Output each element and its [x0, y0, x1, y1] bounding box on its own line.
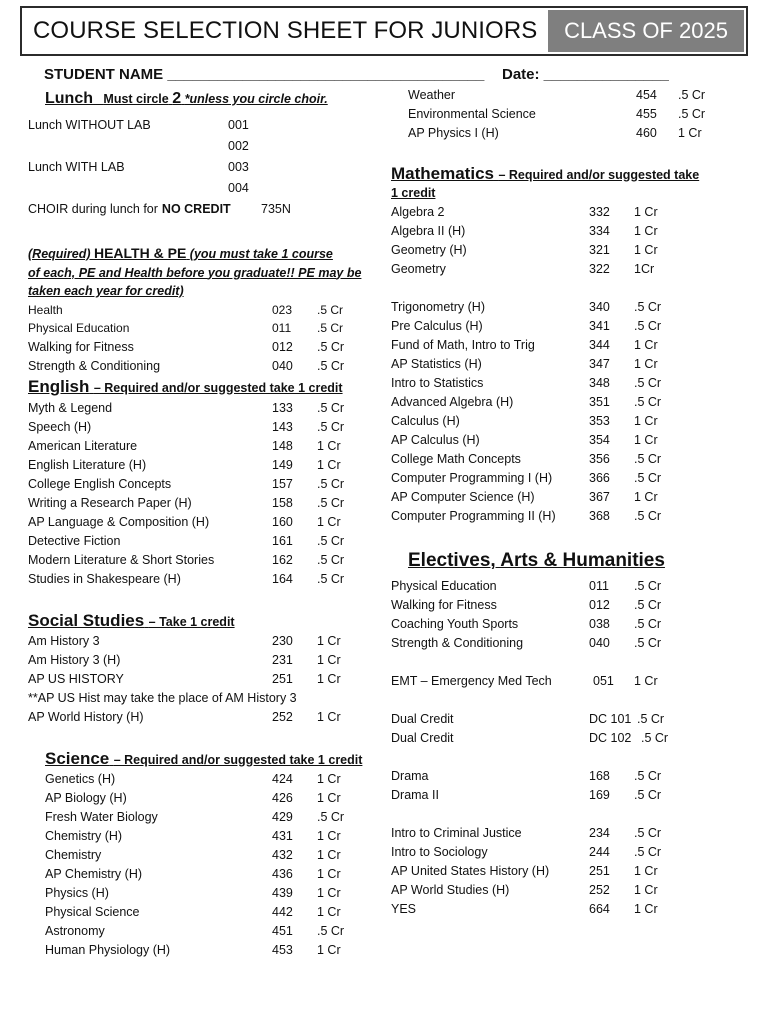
spacer	[391, 748, 736, 767]
course-code: 230	[272, 634, 293, 648]
lunch-option[interactable]	[28, 136, 388, 157]
course-code: 340	[589, 300, 610, 314]
course-credit: 1 Cr	[634, 490, 658, 504]
course-code: 356	[589, 452, 610, 466]
course-credit: .5 Cr	[634, 300, 662, 314]
course-name: Trigonometry (H)	[391, 300, 485, 314]
choir-label: CHOIR during lunch for	[28, 202, 158, 216]
course-credit: 1 Cr	[634, 205, 658, 219]
course-row[interactable]	[408, 124, 753, 143]
course-row[interactable]	[391, 488, 736, 507]
course-row[interactable]	[28, 670, 388, 689]
course-name: Drama II	[391, 788, 439, 802]
course-credit: .5 Cr	[637, 712, 665, 726]
course-credit: .5 Cr	[317, 302, 344, 317]
course-row[interactable]	[28, 475, 388, 494]
course-code: 040	[589, 636, 610, 650]
health-course-list	[28, 301, 373, 376]
course-name: Chemistry	[45, 848, 102, 862]
course-code: 460	[636, 126, 657, 140]
course-row[interactable]	[391, 507, 736, 526]
course-credit: 1 Cr	[317, 905, 341, 919]
course-name: Physics (H)	[45, 886, 109, 900]
course-name: Pre Calculus (H)	[391, 319, 483, 333]
course-row[interactable]	[391, 577, 736, 596]
social-studies-heading: Social Studies – Take 1 credit	[28, 611, 235, 630]
course-row[interactable]	[391, 596, 736, 615]
course-name: Detective Fiction	[28, 534, 121, 548]
course-code: 348	[589, 376, 610, 390]
course-code: 451	[272, 924, 293, 938]
course-credit: .5 Cr	[634, 579, 662, 593]
health-pe-heading: (Required) HEALTH & PE (you must take 1 course	[28, 245, 333, 261]
course-credit: .5 Cr	[634, 509, 662, 523]
course-code: 157	[272, 477, 293, 491]
course-row[interactable]	[391, 672, 736, 691]
course-name: Environmental Science	[408, 107, 536, 121]
course-row[interactable]	[28, 418, 388, 437]
student-name-field[interactable]: STUDENT NAME ______________________________________	[44, 66, 485, 83]
course-name: Dual Credit	[391, 712, 454, 726]
course-name: Health	[28, 302, 63, 317]
course-row[interactable]	[391, 222, 736, 241]
class-year-badge: CLASS OF 2025	[548, 10, 744, 52]
course-code: 367	[589, 490, 610, 504]
course-name: Drama	[391, 769, 429, 783]
electives-section	[391, 550, 736, 919]
course-row[interactable]	[391, 241, 736, 260]
choir-option[interactable]	[28, 199, 388, 220]
lunch-option-code: 002	[228, 139, 249, 153]
course-credit: 1Cr	[634, 262, 655, 276]
course-name: Walking for Fitness	[391, 598, 497, 612]
course-code: 353	[589, 414, 610, 428]
course-name: Genetics (H)	[45, 772, 116, 786]
course-credit: 1 Cr	[634, 883, 658, 897]
course-row[interactable]	[28, 513, 388, 532]
lunch-option-name: Lunch WITH LAB	[28, 160, 125, 174]
course-code: 431	[272, 829, 293, 843]
course-name: Physical Science	[45, 905, 140, 919]
no-credit-label: NO CREDIT	[161, 202, 231, 216]
course-credit: .5 Cr	[317, 534, 345, 548]
course-code: 454	[636, 88, 657, 102]
course-row[interactable]	[28, 338, 373, 357]
course-credit: .5 Cr	[634, 376, 662, 390]
science-section	[45, 749, 405, 960]
course-code: 164	[272, 572, 293, 586]
course-credit: .5 Cr	[317, 358, 345, 373]
course-credit: 1 Cr	[634, 338, 658, 352]
course-name: Geometry	[391, 262, 446, 276]
course-credit: .5 Cr	[317, 810, 345, 824]
course-code: 453	[272, 943, 293, 957]
course-row[interactable]	[391, 450, 736, 469]
course-credit: .5 Cr	[678, 107, 706, 121]
course-row[interactable]	[45, 903, 405, 922]
course-code: 158	[272, 496, 293, 510]
course-credit: 1 Cr	[634, 357, 658, 371]
course-code: 133	[272, 401, 293, 415]
course-credit: .5 Cr	[317, 572, 345, 586]
english-course-list	[28, 399, 388, 589]
course-row[interactable]	[28, 708, 388, 727]
course-credit: 1 Cr	[317, 710, 341, 724]
course-name: English Literature (H)	[28, 458, 147, 472]
course-credit: 1 Cr	[317, 886, 341, 900]
course-code: 038	[589, 617, 610, 631]
course-name: College Math Concepts	[391, 452, 521, 466]
course-row[interactable]	[391, 900, 736, 919]
course-name: Intro to Sociology	[391, 845, 488, 859]
course-name: Dual Credit	[391, 731, 454, 745]
course-name: AP Chemistry (H)	[45, 867, 143, 881]
course-code: 040	[272, 358, 293, 373]
course-code: 149	[272, 458, 293, 472]
course-name: Intro to Criminal Justice	[391, 826, 522, 840]
course-credit: 1 Cr	[634, 864, 658, 878]
course-code: 664	[589, 902, 610, 916]
course-name: Algebra II (H)	[391, 224, 466, 238]
spacer	[391, 279, 736, 298]
lunch-option[interactable]	[28, 157, 388, 178]
course-code: 436	[272, 867, 293, 881]
date-field[interactable]: Date: _______________	[502, 66, 669, 83]
course-credit: 1 Cr	[634, 224, 658, 238]
course-name: Chemistry (H)	[45, 829, 123, 843]
spacer	[391, 805, 736, 824]
course-code: 321	[589, 243, 610, 257]
course-name: Advanced Algebra (H)	[391, 395, 514, 409]
course-code: 426	[272, 791, 293, 805]
course-code: 455	[636, 107, 657, 121]
course-credit: 1 Cr	[317, 829, 341, 843]
course-row[interactable]	[391, 634, 736, 653]
course-name: AP Computer Science (H)	[391, 490, 535, 504]
course-name: Algebra 2	[391, 205, 445, 219]
course-name: Astronomy	[45, 924, 105, 938]
health-pe-note: of each, PE and Health before you graduate!! PE may be	[28, 265, 362, 280]
choir-option-name	[28, 199, 231, 220]
course-row[interactable]	[391, 881, 736, 900]
course-row[interactable]	[28, 301, 373, 320]
course-credit: 1 Cr	[317, 848, 341, 862]
english-section	[28, 377, 388, 589]
course-name: Physical Education	[28, 321, 130, 335]
course-name: AP US HISTORY	[28, 672, 124, 686]
course-code: 051	[593, 674, 614, 688]
course-name: Myth & Legend	[28, 401, 113, 415]
science-course-list	[45, 770, 405, 960]
course-code: 368	[589, 509, 610, 523]
course-name: AP United States History (H)	[391, 864, 550, 878]
course-name: EMT – Emergency Med Tech	[391, 674, 552, 688]
course-name: Calculus (H)	[391, 414, 460, 428]
course-name: AP World History (H)	[28, 710, 144, 724]
course-name: Walking for Fitness	[28, 339, 134, 354]
course-credit: 1 Cr	[634, 243, 658, 257]
course-code: 429	[272, 810, 293, 824]
course-code: 251	[589, 864, 610, 878]
social-course-list	[28, 632, 388, 727]
course-row[interactable]	[45, 884, 405, 903]
course-row[interactable]	[45, 827, 405, 846]
course-name: Fund of Math, Intro to Trig	[391, 338, 535, 352]
course-row[interactable]	[408, 105, 753, 124]
course-code: 354	[589, 433, 610, 447]
course-code: 011	[272, 321, 292, 335]
lunch-option-code: 003	[228, 160, 249, 174]
course-code: 424	[272, 772, 293, 786]
course-credit: 1 Cr	[317, 791, 341, 805]
course-code: 168	[589, 769, 610, 783]
course-name: Intro to Statistics	[391, 376, 484, 390]
header-box	[20, 6, 748, 56]
course-name: AP Statistics (H)	[391, 357, 482, 371]
course-code: 442	[272, 905, 293, 919]
course-row[interactable]	[391, 786, 736, 805]
course-code: 160	[272, 515, 293, 529]
science-continued-list	[408, 86, 753, 143]
course-name: Strength & Conditioning	[391, 636, 524, 650]
course-credit: .5 Cr	[634, 826, 662, 840]
electives-course-list	[391, 577, 736, 919]
course-note: **AP US Hist may take the place of AM History 3	[28, 691, 297, 705]
course-code: 161	[272, 534, 293, 548]
course-name: Geometry (H)	[391, 243, 467, 257]
course-row[interactable]	[391, 260, 736, 279]
course-name: Physical Education	[391, 579, 497, 593]
health-pe-section	[28, 244, 373, 376]
course-credit: 1 Cr	[317, 943, 341, 957]
course-row[interactable]	[28, 437, 388, 456]
course-credit: 1 Cr	[634, 414, 658, 428]
course-name: Writing a Research Paper (H)	[28, 496, 192, 510]
course-credit: .5 Cr	[317, 496, 345, 510]
social-studies-section	[28, 611, 388, 727]
course-name: AP Biology (H)	[45, 791, 127, 805]
course-credit: 1 Cr	[317, 653, 341, 667]
course-row[interactable]	[28, 651, 388, 670]
course-name: Weather	[408, 88, 456, 102]
course-code: 351	[589, 395, 610, 409]
course-row[interactable]	[28, 319, 373, 338]
course-code: 341	[589, 319, 610, 333]
health-pe-note-2: taken each year for credit)	[28, 284, 184, 298]
course-row[interactable]	[391, 317, 736, 336]
lunch-heading: Lunch Must circle 2 *unless you circle choir.	[45, 90, 328, 107]
course-name: YES	[391, 902, 417, 916]
course-code: 169	[589, 788, 610, 802]
science-heading: Science – Required and/or suggested take 1 credit	[45, 749, 363, 768]
course-credit: .5 Cr	[634, 598, 662, 612]
course-code: 322	[589, 262, 610, 276]
course-row[interactable]	[45, 941, 405, 960]
lunch-option-name: Lunch WITHOUT LAB	[28, 118, 151, 132]
course-code: DC 101	[589, 712, 632, 726]
course-row[interactable]	[391, 710, 736, 729]
course-name: AP Calculus (H)	[391, 433, 480, 447]
course-code: 023	[272, 302, 293, 317]
page-title: COURSE SELECTION SHEET FOR JUNIORS	[33, 17, 538, 44]
course-credit: .5 Cr	[641, 731, 669, 745]
course-row[interactable]	[45, 808, 405, 827]
spacer	[391, 653, 736, 672]
course-credit: .5 Cr	[317, 321, 344, 335]
course-credit: .5 Cr	[634, 845, 662, 859]
course-credit: 1 Cr	[634, 674, 658, 688]
lunch-option[interactable]	[28, 115, 388, 136]
course-name: Speech (H)	[28, 420, 92, 434]
lunch-option-code: 001	[228, 118, 249, 132]
course-name: American Literature	[28, 439, 138, 453]
course-name: Computer Programming I (H)	[391, 471, 553, 485]
course-credit: 1 Cr	[317, 439, 341, 453]
course-name: Coaching Youth Sports	[391, 617, 519, 631]
course-credit: .5 Cr	[634, 636, 662, 650]
course-code: 252	[589, 883, 610, 897]
course-name: Fresh Water Biology	[45, 810, 158, 824]
english-heading: English – Required and/or suggested take 1 credit	[28, 377, 343, 396]
course-row[interactable]	[391, 374, 736, 393]
course-name: Computer Programming II (H)	[391, 509, 556, 523]
lunch-option[interactable]	[28, 178, 388, 199]
course-row[interactable]	[28, 494, 388, 513]
course-row[interactable]	[391, 203, 736, 222]
math-course-list	[391, 203, 736, 526]
course-credit: .5 Cr	[317, 339, 345, 354]
course-code: 244	[589, 845, 610, 859]
lunch-rows	[28, 115, 388, 220]
course-credit: .5 Cr	[634, 452, 662, 466]
course-credit: .5 Cr	[678, 88, 706, 102]
electives-heading: Electives, Arts & Humanities	[408, 550, 665, 571]
course-credit: 1 Cr	[317, 867, 341, 881]
course-code: 251	[272, 672, 293, 686]
course-credit: 1 Cr	[317, 634, 341, 648]
course-credit: .5 Cr	[634, 788, 662, 802]
lunch-section	[45, 90, 405, 108]
course-code: 366	[589, 471, 610, 485]
course-row[interactable]	[45, 770, 405, 789]
course-credit: 1 Cr	[678, 126, 702, 140]
course-name: AP World Studies (H)	[391, 883, 510, 897]
course-code: 011	[589, 579, 609, 593]
course-code: 231	[272, 653, 293, 667]
course-row[interactable]	[391, 355, 736, 374]
course-row[interactable]	[391, 336, 736, 355]
course-credit: .5 Cr	[317, 401, 345, 415]
math-heading-credit: 1 credit	[391, 186, 436, 200]
course-row[interactable]	[391, 767, 736, 786]
course-row[interactable]	[391, 862, 736, 881]
course-credit: 1 Cr	[317, 672, 341, 686]
course-row[interactable]	[28, 551, 388, 570]
spacer	[391, 691, 736, 710]
course-credit: 1 Cr	[317, 515, 341, 529]
course-name: AP Language & Composition (H)	[28, 515, 210, 529]
course-row[interactable]	[391, 393, 736, 412]
course-row[interactable]	[408, 86, 753, 105]
course-code: 334	[589, 224, 610, 238]
course-name: Am History 3	[28, 634, 100, 648]
course-row[interactable]	[28, 456, 388, 475]
course-code: 347	[589, 357, 610, 371]
course-name: Studies in Shakespeare (H)	[28, 572, 181, 586]
course-row[interactable]	[28, 632, 388, 651]
course-code: 012	[272, 339, 293, 354]
course-row[interactable]	[28, 399, 388, 418]
course-credit: 1 Cr	[317, 458, 341, 472]
course-name: Modern Literature & Short Stories	[28, 553, 215, 567]
course-row[interactable]	[391, 469, 736, 488]
course-code: 162	[272, 553, 293, 567]
course-row[interactable]	[28, 357, 373, 376]
course-code: 148	[272, 439, 293, 453]
course-credit: .5 Cr	[317, 924, 345, 938]
course-code: 143	[272, 420, 293, 434]
course-credit: .5 Cr	[317, 477, 345, 491]
course-code: 332	[589, 205, 610, 219]
course-row[interactable]	[45, 865, 405, 884]
course-code: 252	[272, 710, 293, 724]
course-credit: .5 Cr	[634, 617, 662, 631]
course-credit: .5 Cr	[634, 471, 662, 485]
course-code: DC 102	[589, 731, 632, 745]
math-section	[391, 164, 736, 526]
course-row[interactable]	[391, 729, 736, 748]
course-credit: .5 Cr	[317, 553, 345, 567]
course-row[interactable]	[45, 922, 405, 941]
course-name: College English Concepts	[28, 477, 172, 491]
course-row[interactable]	[45, 846, 405, 865]
choir-code: 735N	[261, 202, 291, 216]
math-heading: Mathematics – Required and/or suggested take	[391, 164, 700, 183]
course-row[interactable]	[28, 570, 388, 589]
course-credit: .5 Cr	[634, 319, 662, 333]
course-credit: .5 Cr	[317, 420, 345, 434]
lunch-option-code: 004	[228, 181, 249, 195]
course-row[interactable]	[391, 298, 736, 317]
course-code: 432	[272, 848, 293, 862]
course-row[interactable]	[45, 789, 405, 808]
course-code: 439	[272, 886, 293, 900]
course-credit: 1 Cr	[634, 433, 658, 447]
course-name: Human Physiology (H)	[45, 943, 171, 957]
course-credit: 1 Cr	[634, 902, 658, 916]
course-name: Am History 3 (H)	[28, 653, 121, 667]
course-credit: 1 Cr	[317, 772, 341, 786]
course-row[interactable]	[28, 532, 388, 551]
course-code: 012	[589, 598, 610, 612]
course-credit: .5 Cr	[634, 769, 662, 783]
course-code: 344	[589, 338, 610, 352]
course-name: Strength & Conditioning	[28, 358, 161, 373]
course-credit: .5 Cr	[634, 395, 662, 409]
course-row[interactable]	[391, 615, 736, 634]
course-row[interactable]	[391, 431, 736, 450]
course-name: AP Physics I (H)	[408, 126, 499, 140]
course-code: 234	[589, 826, 610, 840]
course-row[interactable]	[391, 412, 736, 431]
course-row[interactable]	[391, 843, 736, 862]
course-row[interactable]	[391, 824, 736, 843]
